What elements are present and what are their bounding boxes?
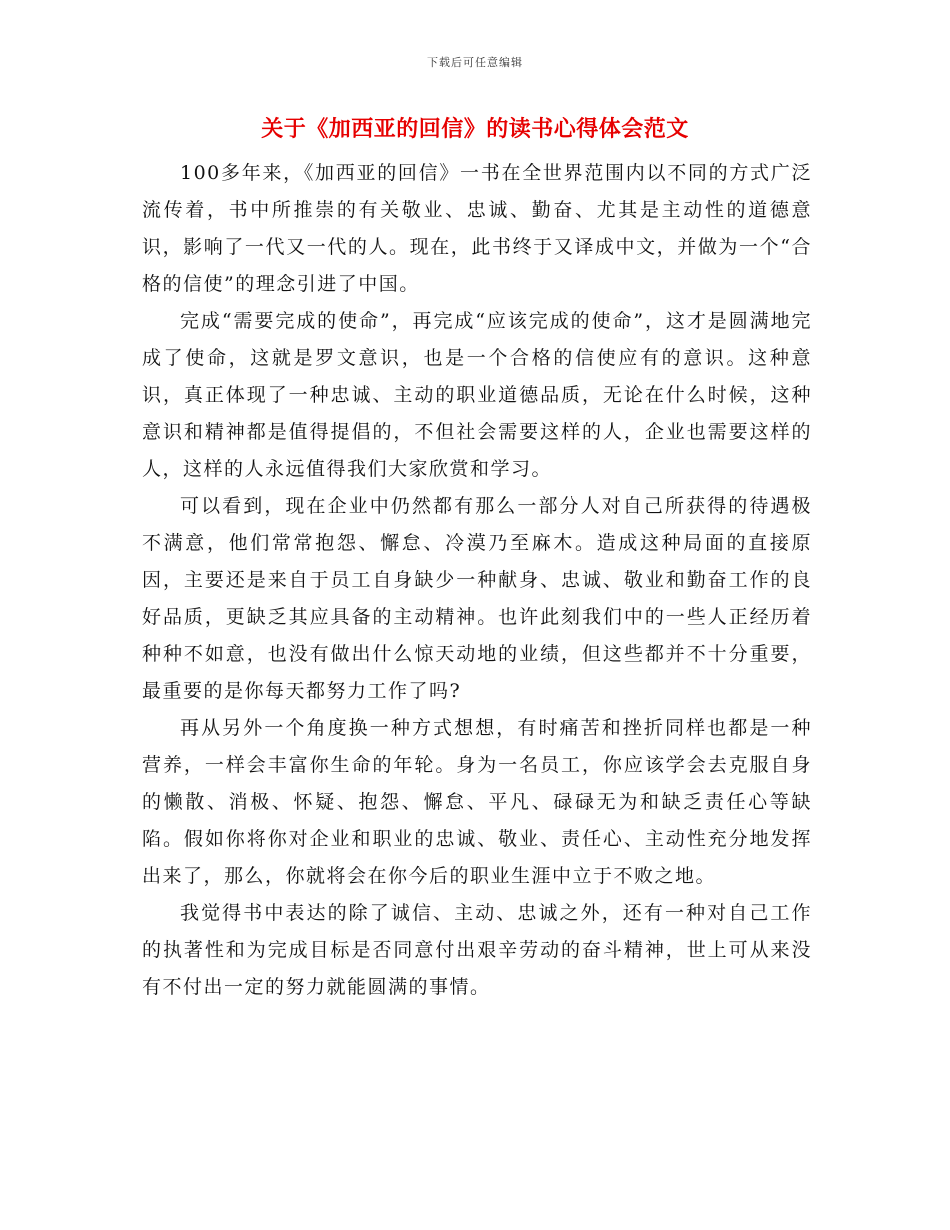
paragraph-1: 100多年来，《加西亚的回信》一书在全世界范围内以不同的方式广泛流传着，书中所推崇的有关敬业、忠诚、勤奋、尤其是主动性的道德意识，影响了一代又一代的人。现在，此书终于又译成中文，并做为一个“合格的信使”的理念引进了中国。 (142, 162, 812, 295)
document-title: 关于《加西亚的回信》的读书心得体会范文 (261, 117, 689, 142)
paragraph-4: 再从另外一个角度换一种方式想想，有时痛苦和挫折同样也都是一种营养，一样会丰富你生命的年轮。身为一名员工，你应该学会去克服自身的懒散、消极、怀疑、抱怨、懈怠、平凡、碌碌无为和缺乏责任心等缺陷。假如你将你对企业和职业的忠诚、敬业、责任心、主动性充分地发挥出来了，那么，你就将会在你今后的职业生涯中立于不败之地。 (142, 717, 812, 887)
paragraph-2: 完成“需要完成的使命”，再完成“应该完成的使命”，这才是圆满地完成了使命，这就是罗文意识，也是一个合格的信使应有的意识。这种意识，真正体现了一种忠诚、主动的职业道德品质，无论在什么时候，这种意识和精神都是值得提倡的，不但社会需要这样的人，企业也需要这样的人，这样的人永远值得我们大家欣赏和学习。 (142, 310, 812, 480)
document-body (142, 155, 812, 1006)
paragraph-5: 我觉得书中表达的除了诚信、主动、忠诚之外，还有一种对自己工作的执著性和为完成目标是否同意付出艰辛劳动的奋斗精神，世上可从来没有不付出一定的努力就能圆满的事情。 (142, 902, 812, 998)
paragraph-3: 可以看到，现在企业中仍然都有那么一部分人对自己所获得的待遇极不满意，他们常常抱怨、懈怠、冷漠乃至麻木。造成这种局面的直接原因，主要还是来自于员工自身缺少一种献身、忠诚、敬业和勤奋工作的良好品质，更缺乏其应具备的主动精神。也许此刻我们中的一些人正经历着种种不如意，也没有做出什么惊天动地的业绩，但这些都并不十分重要，最重要的是你每天都努力工作了吗? (142, 495, 812, 702)
header-note: 下载后可任意编辑 (427, 56, 523, 69)
